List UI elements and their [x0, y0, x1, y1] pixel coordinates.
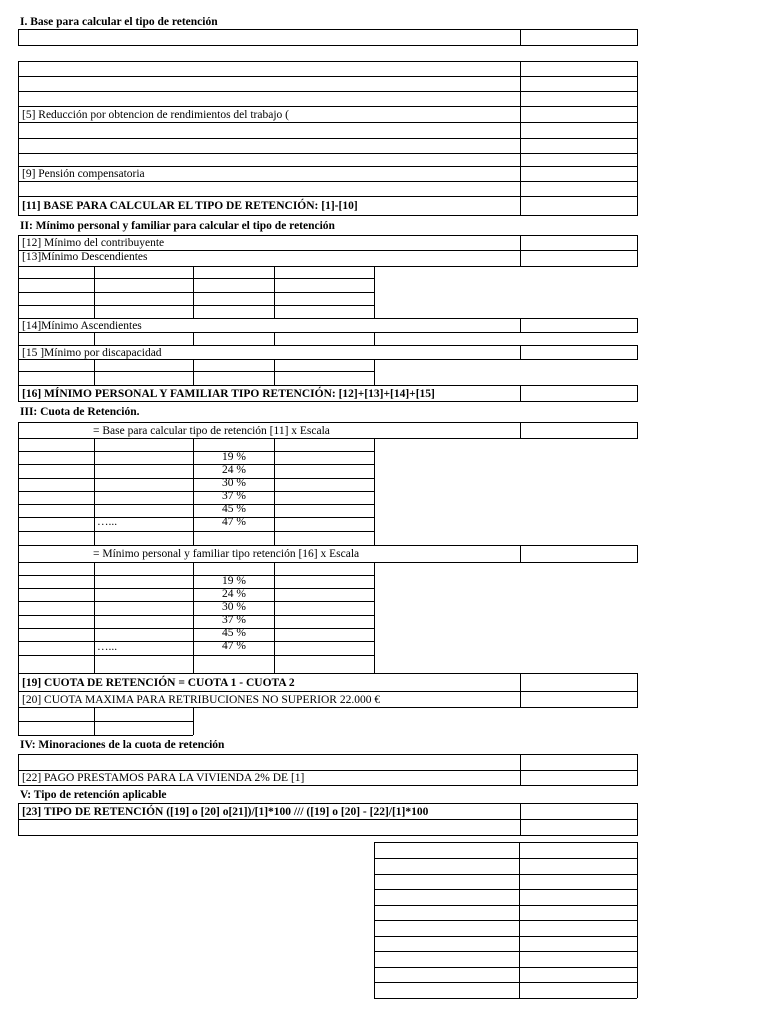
row-22-label: [22] PAGO PRESTAMOS PARA LA VIVIENDA 2% DE [1]: [22, 772, 305, 784]
ellipsis-label: …...: [97, 516, 118, 528]
form-row-11[interactable]: [18, 196, 638, 216]
row-13-label: [13]Mínimo Descendientes: [22, 251, 148, 263]
rate2-30-label: 30 %: [222, 601, 246, 613]
form-row-3[interactable]: [18, 76, 638, 92]
form-row-15[interactable]: [18, 345, 638, 360]
row-23-label: [23] TIPO DE RETENCIÓN ([19] o [20] o[21])/[1]*100 /// ([19] o [20] - [22]/[1]*100: [22, 805, 429, 818]
form-row-6[interactable]: [18, 122, 638, 139]
form-row-8[interactable]: [18, 153, 638, 167]
form-row-13[interactable]: [18, 250, 638, 267]
form-row-12[interactable]: [18, 235, 638, 251]
base-escala-label: = Base para calcular tipo de retención [11] x Escala: [93, 424, 330, 437]
section-1-title: I. Base para calcular el tipo de retención: [20, 16, 218, 28]
rate-30-label: 30 %: [222, 477, 246, 489]
form-row-23[interactable]: [18, 803, 638, 820]
form-row-7[interactable]: [18, 138, 638, 154]
form-row-16[interactable]: [18, 385, 638, 402]
ellipsis2-label: …...: [97, 641, 118, 653]
rate2-47-label: 47 %: [222, 640, 246, 652]
form-row-14[interactable]: [18, 318, 638, 333]
rate-45-label: 45 %: [222, 503, 246, 515]
form-row-10[interactable]: [18, 181, 638, 197]
rate2-19-label: 19 %: [222, 575, 246, 587]
form-row-1[interactable]: [18, 29, 638, 46]
form-row-20[interactable]: [18, 691, 638, 708]
base-escala-row[interactable]: [18, 422, 638, 439]
rate2-24-label: 24 %: [222, 588, 246, 600]
rate2-37-label: 37 %: [222, 614, 246, 626]
rate-37-label: 37 %: [222, 490, 246, 502]
section-4-title: IV: Minoraciones de la cuota de retención: [20, 739, 225, 751]
row-14-label: [14]Mínimo Ascendientes: [22, 319, 142, 332]
form-row-9[interactable]: [18, 166, 638, 182]
row-5-label: [5] Reducción por obtencion de rendimientos del trabajo (: [22, 108, 289, 121]
rate2-45-label: 45 %: [222, 627, 246, 639]
section-3-title: III: Cuota de Retención.: [20, 406, 140, 418]
minimo-escala-row[interactable]: [18, 545, 638, 563]
row-11-label: [11] BASE PARA CALCULAR EL TIPO DE RETENCIÓN: [1]-[10]: [22, 200, 358, 212]
form-row-19[interactable]: [18, 673, 638, 692]
row-19-label: [19] CUOTA DE RETENCIÓN = CUOTA 1 - CUOTA 2: [22, 676, 295, 689]
row-9-label: [9] Pensión compensatoria: [22, 168, 145, 180]
row-20-label: [20] CUOTA MAXIMA PARA RETRIBUCIONES NO SUPERIOR 22.000 €: [22, 693, 381, 706]
form-row-24[interactable]: [18, 819, 638, 836]
rate-19-label: 19 %: [222, 451, 246, 463]
form-row-4[interactable]: [18, 91, 638, 107]
form-row-22[interactable]: [18, 770, 638, 786]
row-12-label: [12] Mínimo del contribuyente: [22, 237, 165, 249]
form-row-2[interactable]: [18, 61, 638, 77]
row-15-label: [15 ]Mínimo por discapacidad: [22, 346, 162, 359]
section-5-title: V: Tipo de retención aplicable: [20, 789, 167, 801]
minimo-escala-label: = Mínimo personal y familiar tipo retención [16] x Escala: [93, 548, 360, 560]
form-row-5[interactable]: [18, 106, 638, 123]
form-row-21[interactable]: [18, 754, 638, 771]
section-2-title: II: Mínimo personal y familiar para calcular el tipo de retención: [20, 220, 335, 232]
rate-24-label: 24 %: [222, 464, 246, 476]
row-16-label: [16] MÍNIMO PERSONAL Y FAMILIAR TIPO RETENCIÓN: [12]+[13]+[14]+[15]: [22, 387, 435, 400]
rate-47-label: 47 %: [222, 516, 246, 528]
